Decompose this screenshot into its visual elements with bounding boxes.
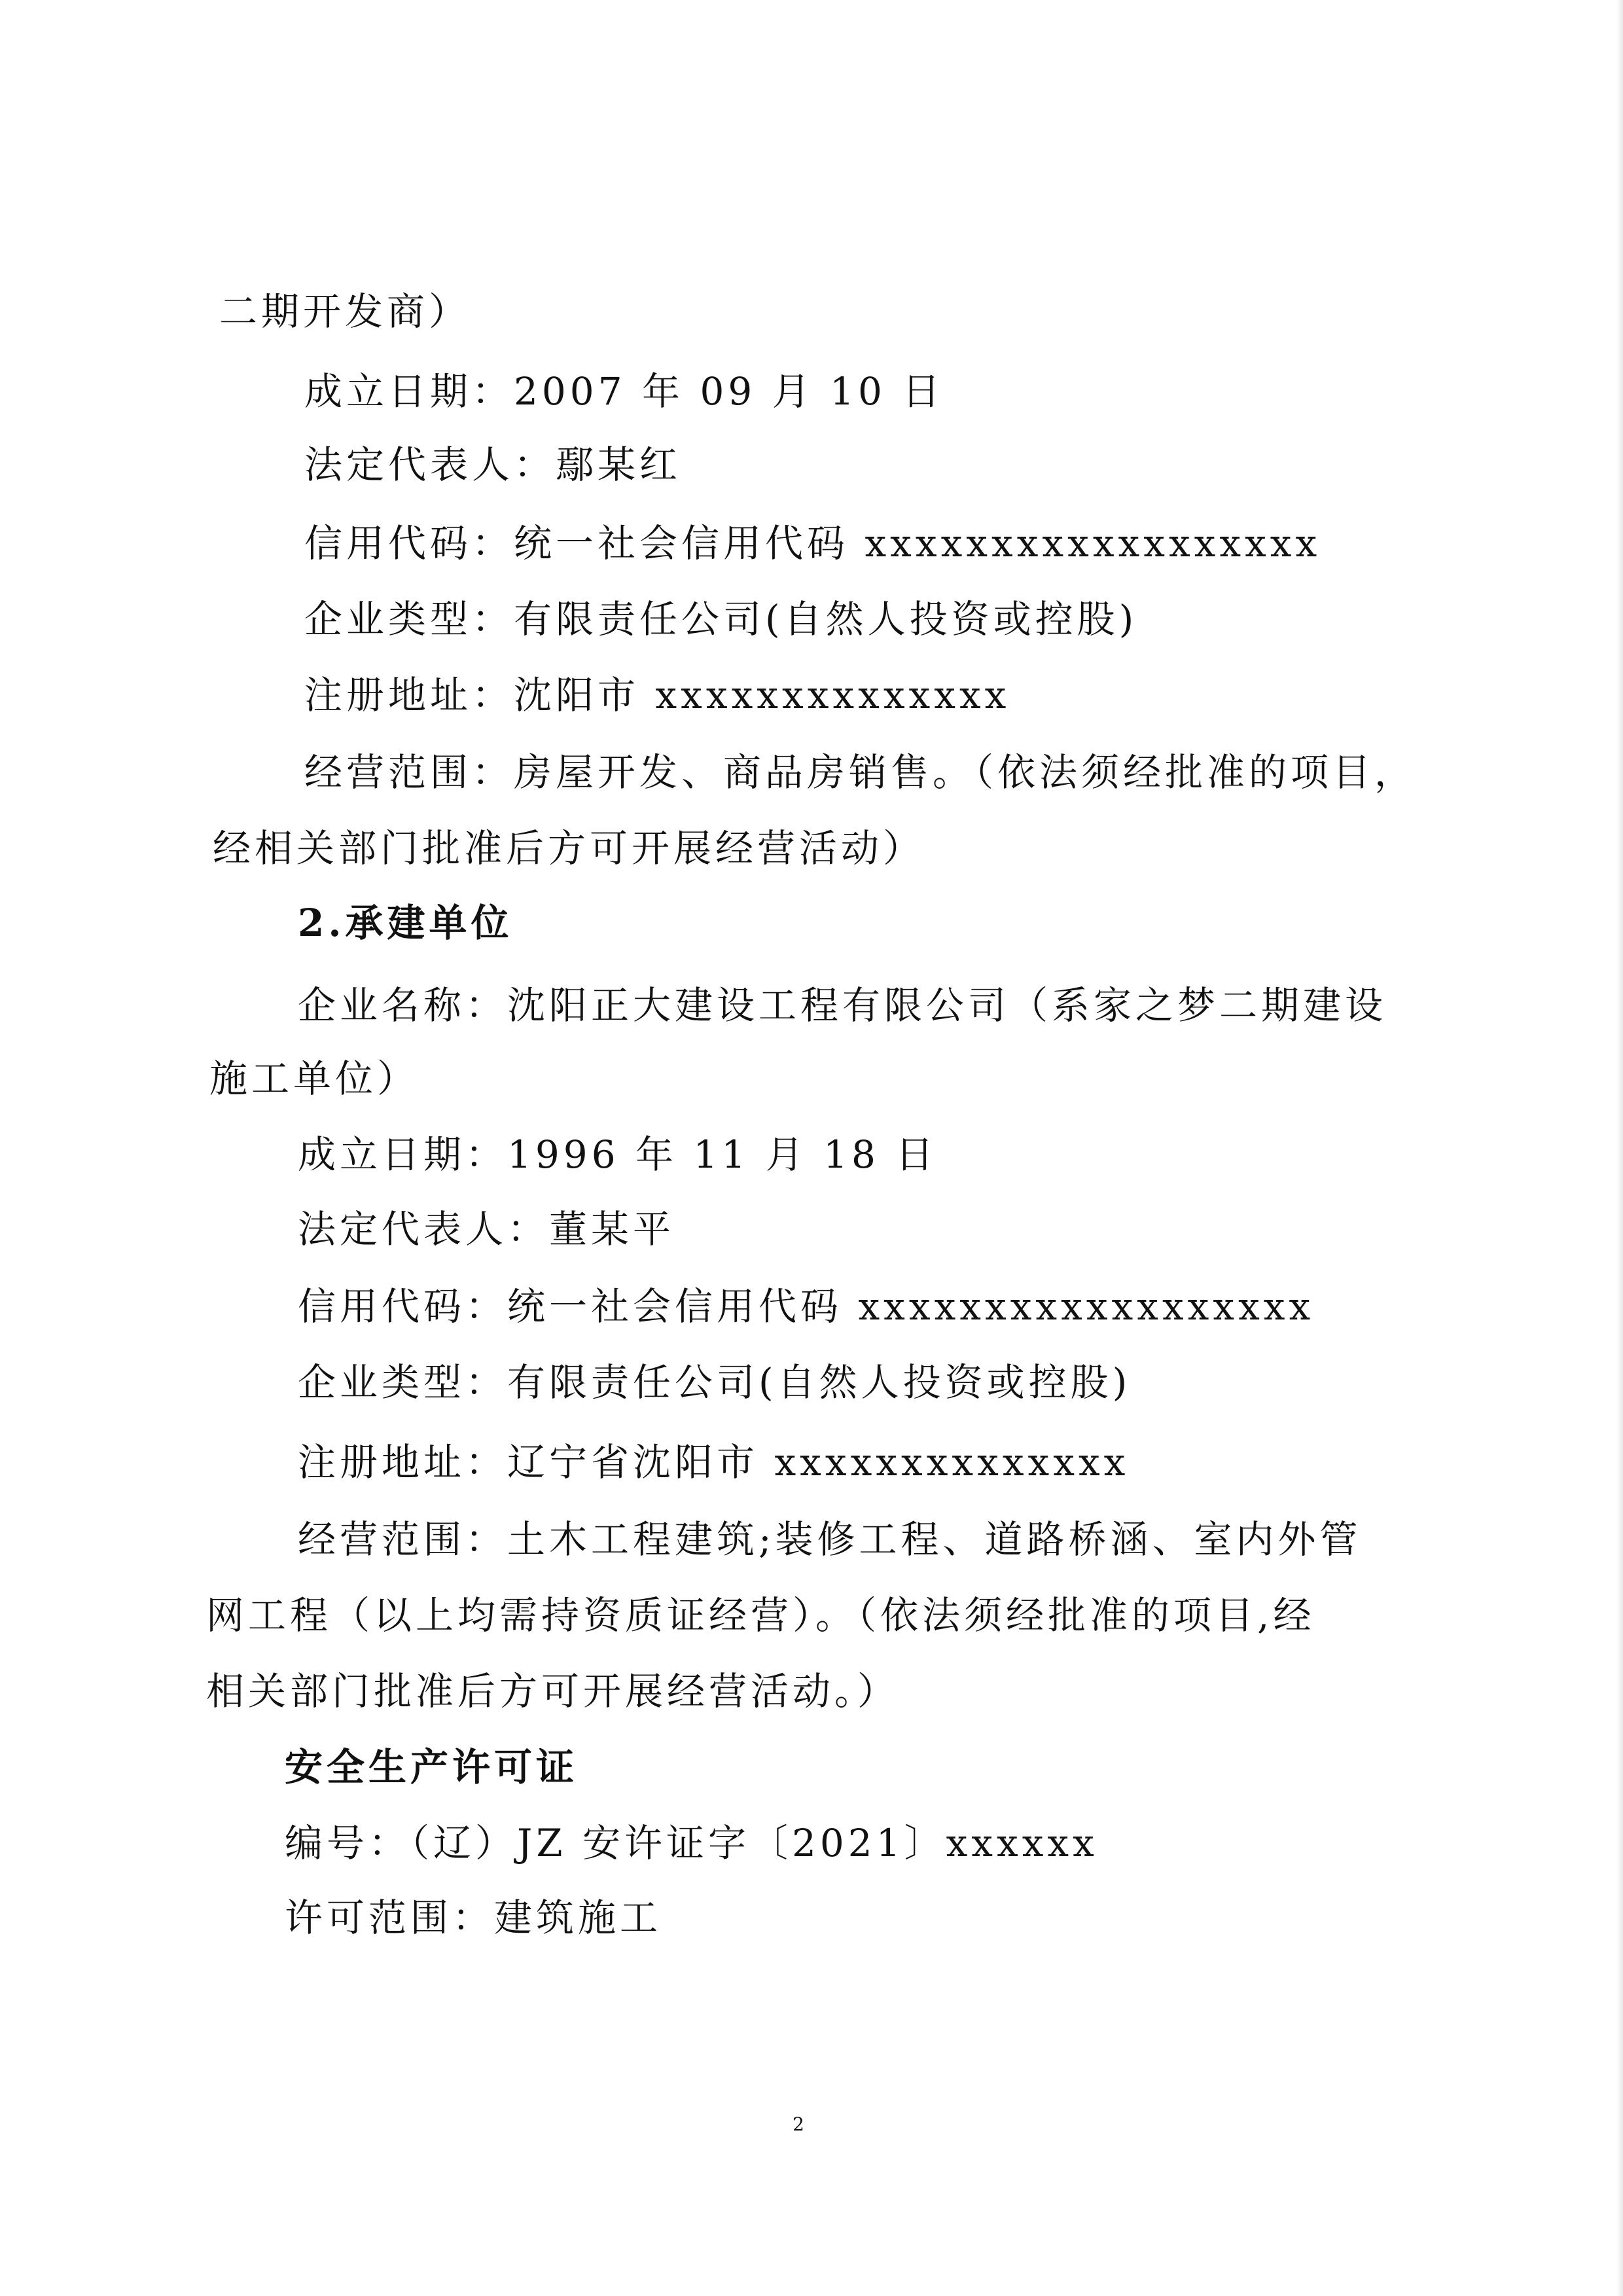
developer-business-scope-line-2: 经相关部门批准后方可开展经营活动） — [213, 826, 925, 870]
developer-name-continuation: 二期开发商） — [219, 289, 471, 334]
contractor-registered-address: 注册地址：辽宁省沈阳市 xxxxxxxxxxxxxx — [298, 1440, 1130, 1484]
contractor-business-scope-line-3: 相关部门批准后方可开展经营活动。） — [206, 1669, 900, 1713]
developer-enterprise-type: 企业类型：有限责任公司(自然人投资或控股) — [304, 597, 1138, 641]
scan-edge-shadow — [1616, 0, 1623, 2296]
safety-license-scope: 许可范围：建筑施工 — [285, 1895, 662, 1940]
developer-registered-address: 注册地址：沈阳市 xxxxxxxxxxxxxx — [304, 673, 1010, 717]
safety-license-heading: 安全生产许可证 — [285, 1745, 579, 1789]
developer-legal-representative: 法定代表人：鄢某红 — [304, 442, 682, 487]
contractor-heading: 2.承建单位 — [298, 901, 513, 945]
contractor-business-scope-line-1: 经营范围：土木工程建筑;装修工程、道路桥涵、室内外管 — [298, 1517, 1362, 1562]
contractor-business-scope-line-2: 网工程（以上均需持资质证经营）。（依法须经批准的项目,经 — [206, 1593, 1315, 1638]
contractor-enterprise-type: 企业类型：有限责任公司(自然人投资或控股) — [298, 1360, 1132, 1405]
page-number: 2 — [793, 2113, 804, 2135]
contractor-name-line-2: 施工单位） — [209, 1056, 419, 1101]
developer-business-scope-line-1: 经营范围：房屋开发、商品房销售。（依法须经批准的项目， — [304, 750, 1417, 795]
contractor-credit-code: 信用代码：统一社会信用代码 xxxxxxxxxxxxxxxxxx — [298, 1284, 1315, 1329]
contractor-legal-representative: 法定代表人：董某平 — [298, 1207, 675, 1251]
safety-license-number: 编号：（辽）JZ 安许证字〔2021〕xxxxxx — [285, 1821, 1098, 1865]
developer-credit-code: 信用代码：统一社会信用代码 xxxxxxxxxxxxxxxxxx — [304, 521, 1321, 565]
developer-established-date: 成立日期：2007 年 09 月 10 日 — [304, 369, 944, 414]
contractor-name-line-1: 企业名称：沈阳正大建设工程有限公司（系家之梦二期建设 — [298, 983, 1387, 1028]
contractor-established-date: 成立日期：1996 年 11 月 18 日 — [298, 1132, 938, 1177]
